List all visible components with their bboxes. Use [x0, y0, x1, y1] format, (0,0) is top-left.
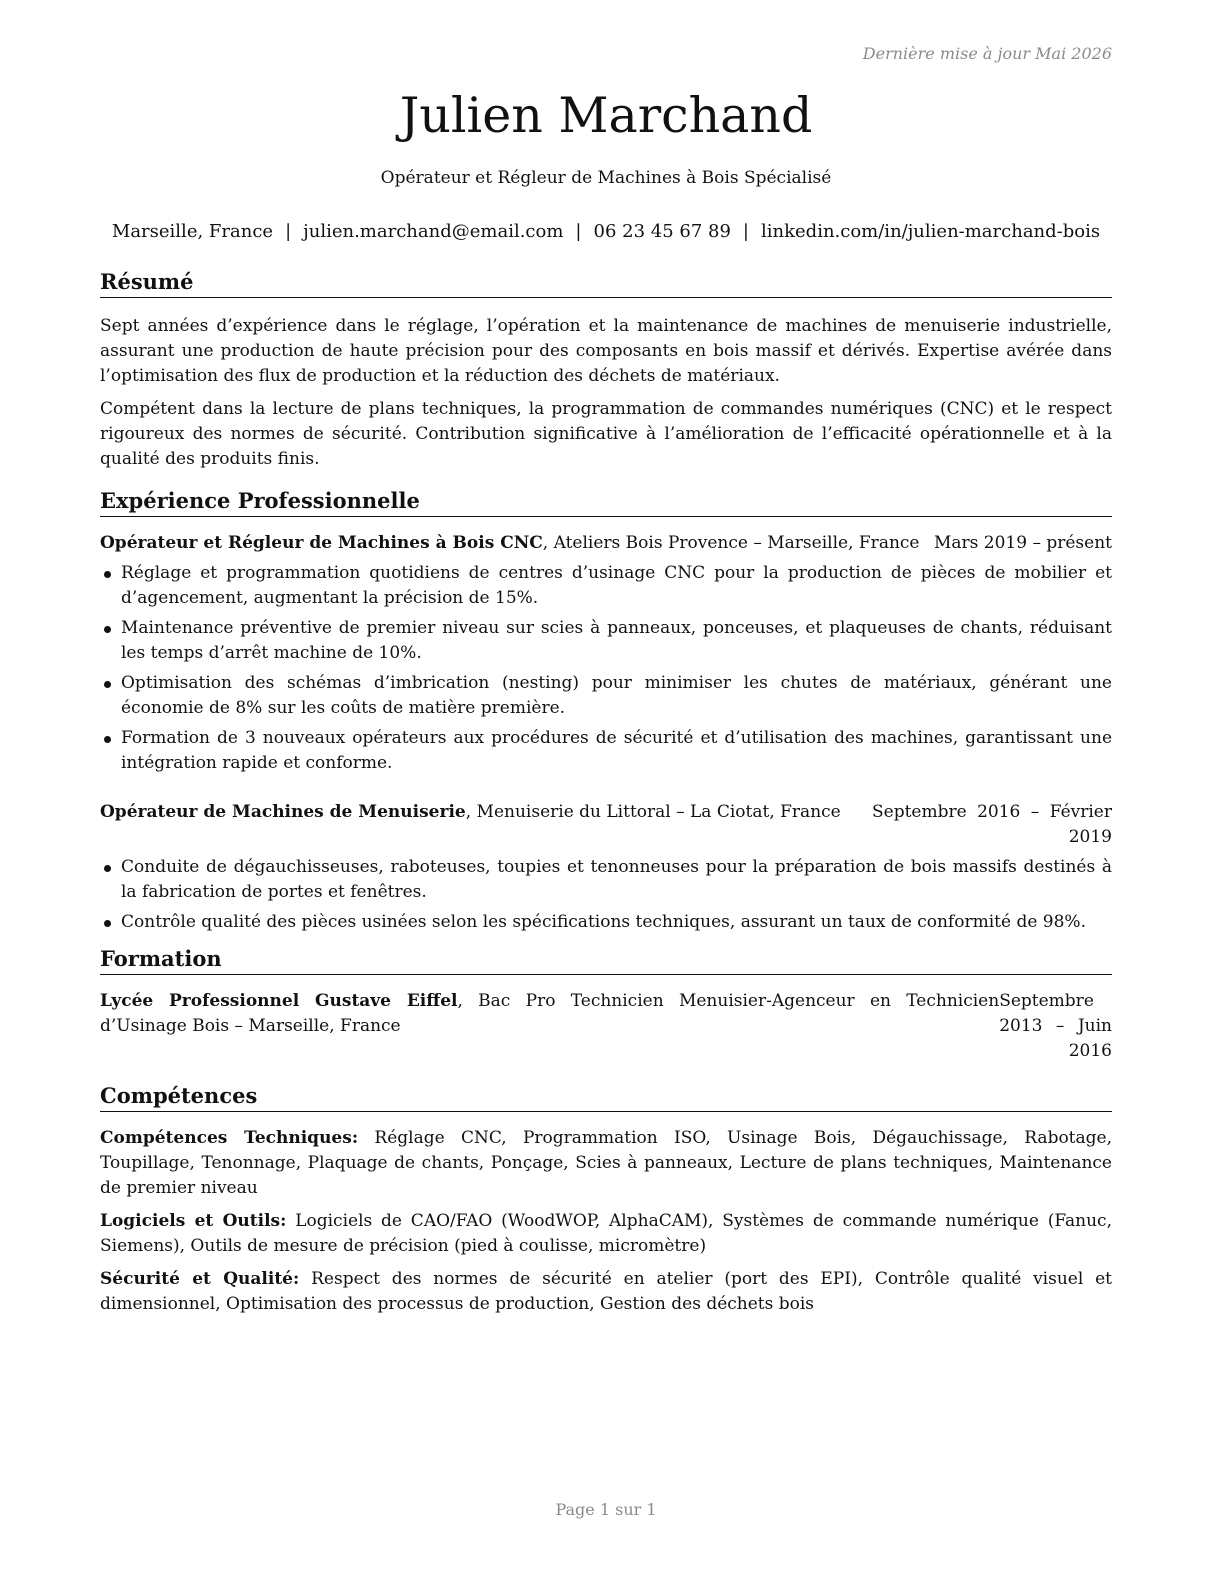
- section-experience: [100, 487, 1112, 935]
- list-item: Maintenance préventive de premier niveau sur scies à panneaux, ponceuses, et plaqueuses de chants, réduisant les temps d’arrêt machine de 10%.: [100, 616, 1112, 666]
- summary-paragraph: Compétent dans la lecture de plans techniques, la programmation de commandes numériques (CNC) et le respect rigoureux des normes de sécurité. Contribution significative à l’amélioration de l’efficacité opérationnelle et à la qualité des produits finis.: [100, 399, 1112, 469]
- skill-label: Sécurité et Qualité:: [100, 1269, 300, 1289]
- education-entry: [100, 989, 1112, 1064]
- section-title-education: Formation: [100, 945, 1112, 975]
- job-entry: [100, 531, 1112, 776]
- job-header: [100, 800, 1112, 850]
- job-role: Opérateur de Machines de Menuiserie: [100, 802, 466, 822]
- section-title-summary: Résumé: [100, 268, 1112, 298]
- section-education: [100, 945, 1112, 1064]
- contact-separator: |: [575, 221, 582, 242]
- education-degree: , Bac Pro Technicien Menuisier-Agenceur en Technicien d’Usinage Bois – Marseille, France: [100, 991, 1000, 1036]
- contact-location: Marseille, France: [111, 221, 274, 242]
- list-item: Conduite de dégauchisseuses, raboteuses, toupies et tenonneuses pour la préparation de bois massifs destinés à la fabrication de portes et fenêtres.: [100, 855, 1112, 905]
- last-updated: Dernière mise à jour Mai 2026: [862, 44, 1112, 63]
- contact-line: [100, 219, 1112, 245]
- contact-phone[interactable]: 06 23 45 67 89: [593, 221, 731, 242]
- education-school: Lycée Professionnel Gustave Eiffel: [100, 991, 458, 1011]
- list-item: Contrôle qualité des pièces usinées selon les spécifications techniques, assurant un taux de conformité de 98%.: [100, 910, 1112, 935]
- job-company: , Menuiserie du Littoral – La Ciotat, France: [465, 802, 841, 822]
- skill-label: Compétences Techniques:: [100, 1128, 359, 1148]
- skill-group: [100, 1126, 1112, 1201]
- contact-separator: |: [285, 221, 292, 242]
- section-title-experience: Expérience Professionnelle: [100, 487, 1112, 517]
- job-entry: [100, 800, 1112, 935]
- section-title-skills: Compétences: [100, 1082, 1112, 1112]
- job-bullets: [100, 561, 1112, 776]
- skill-text: Réglage CNC, Programmation ISO, Usinage Bois, Dégauchissage, Rabotage, Toupillage, Tenonnage, Plaquage de chants, Ponçage, Scies à panneaux, Lecture de plans techniques, Maintenance de premier niveau: [100, 1128, 1113, 1198]
- skill-group: [100, 1209, 1112, 1259]
- job-dates: Mars 2019 – présent: [933, 533, 1112, 553]
- skill-text: Respect des normes de sécurité en atelier (port des EPI), Contrôle qualité visuel et dimensionnel, Optimisation des processus de production, Gestion des déchets bois: [100, 1269, 1113, 1314]
- contact-separator: |: [742, 221, 749, 242]
- page-number: Page 1 sur 1: [555, 1500, 657, 1519]
- summary-paragraph: Sept années d’expérience dans le réglage, l’opération et la maintenance de machines de menuiserie industrielle, assurant une production de haute précision pour des composants en bois massif et dérivés. Expertise avérée dans l’optimisation des flux de production et la réduction des déchets de matériaux.: [100, 316, 1112, 386]
- job-title: Opérateur et Régleur de Machines à Bois Spécialisé: [380, 168, 832, 188]
- education-dates: Septembre 2013 – Juin 2016: [999, 991, 1112, 1061]
- list-item: Optimisation des schémas d’imbrication (nesting) pour minimiser les chutes de matériaux, générant une économie de 8% sur les coûts de matière première.: [100, 671, 1112, 721]
- resume-content: [100, 268, 1112, 1317]
- job-bullets: [100, 855, 1112, 935]
- candidate-name: Julien Marchand: [399, 87, 813, 144]
- section-summary: [100, 268, 1112, 472]
- job-dates: Septembre 2016 – Février 2019: [872, 802, 1112, 847]
- job-role: Opérateur et Régleur de Machines à Bois CNC: [100, 533, 543, 553]
- skill-group: [100, 1267, 1112, 1317]
- list-item: Formation de 3 nouveaux opérateurs aux procédures de sécurité et d’utilisation des machines, garantissant une intégration rapide et conforme.: [100, 726, 1112, 776]
- list-item: Réglage et programmation quotidiens de centres d’usinage CNC pour la production de pièces de mobilier et d’agencement, augmentant la précision de 15%.: [100, 561, 1112, 611]
- job-header: [100, 531, 1112, 556]
- job-company: , Ateliers Bois Provence – Marseille, France: [542, 533, 920, 553]
- contact-linkedin[interactable]: linkedin.com/in/julien-marchand-bois: [761, 221, 1101, 242]
- contact-email[interactable]: julien.marchand@email.com: [303, 221, 564, 242]
- skill-text: Logiciels de CAO/FAO (WoodWOP, AlphaCAM), Systèmes de commande numérique (Fanuc, Siemens), Outils de mesure de précision (pied à coulisse, micromètre): [100, 1211, 1112, 1256]
- skill-label: Logiciels et Outils:: [100, 1211, 287, 1231]
- resume-page: [100, 0, 1112, 1584]
- section-skills: [100, 1082, 1112, 1317]
